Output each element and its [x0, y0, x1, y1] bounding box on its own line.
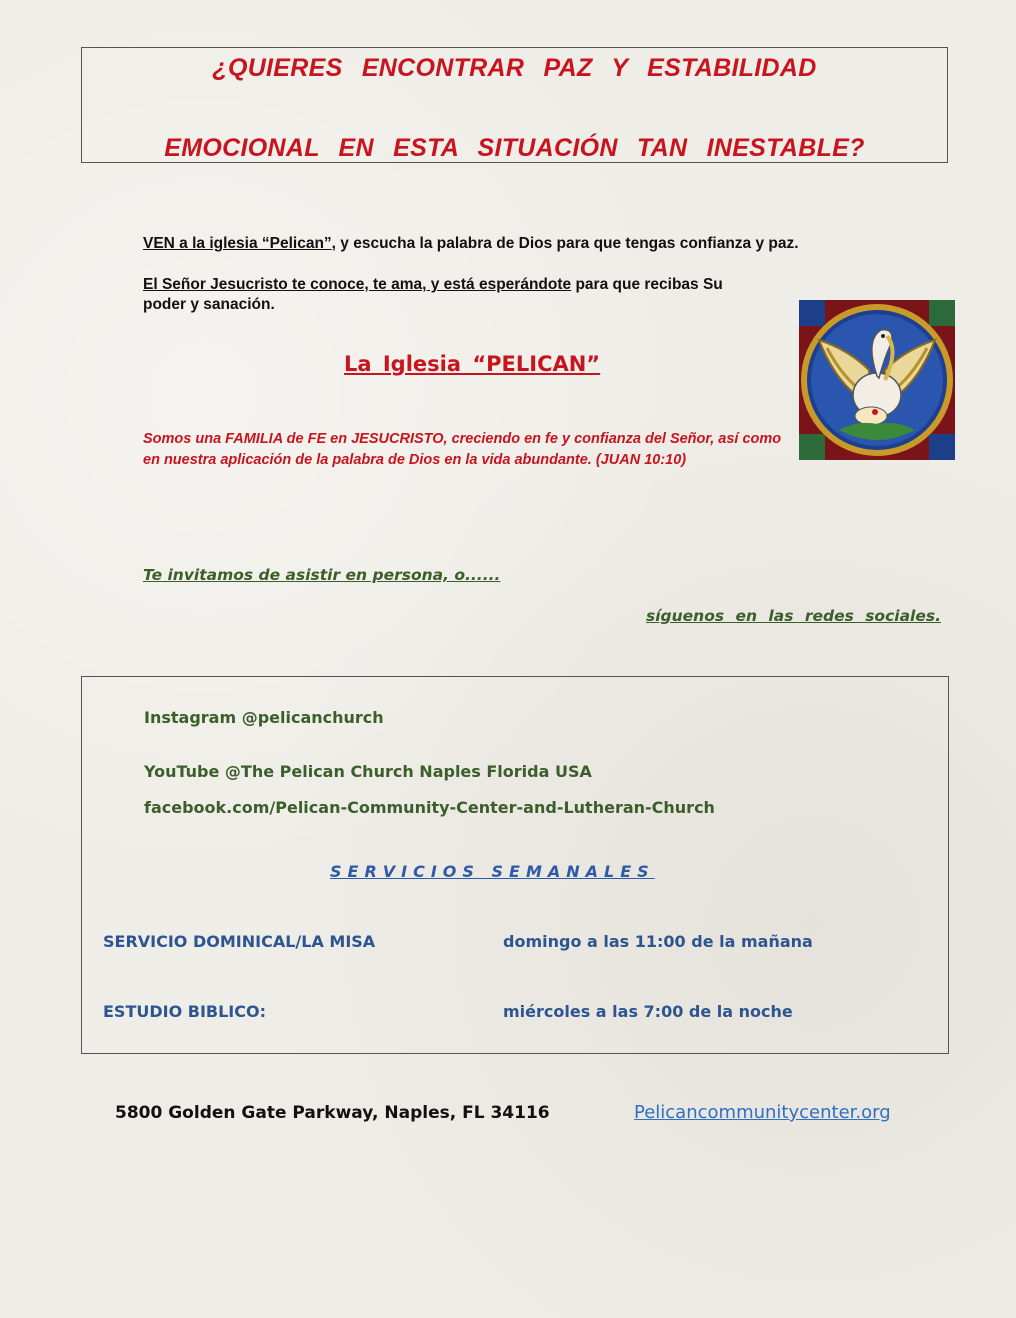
website-link[interactable]: Pelicancommunitycenter.org: [634, 1102, 891, 1123]
youtube-handle[interactable]: YouTube @The Pelican Church Naples Florida USA: [144, 762, 592, 781]
family-text: Somos una FAMILIA de FE en JESUCRISTO, creciendo en fe y confianza del Señor, así como en nuestra aplicación de la palabra de Dios en la vida abundante. (JUAN 10:10): [143, 431, 782, 468]
church-title: La Iglesia “PELICAN”: [344, 352, 601, 376]
intro-link-1: VEN a la iglesia “Pelican”: [143, 235, 332, 252]
intro-paragraph-1: [143, 235, 799, 253]
invite-text: Te invitamos de asistir en persona, o......: [143, 566, 501, 584]
intro-link-2: El Señor Jesucristo te conoce, te ama, y está esperándote: [143, 276, 572, 293]
pelican-stained-glass-image: [799, 300, 955, 460]
facebook-link[interactable]: facebook.com/Pelican-Community-Center-and-Lutheran-Church: [144, 798, 715, 817]
service-name: ESTUDIO BIBLICO:: [103, 1002, 266, 1021]
instagram-handle[interactable]: Instagram @pelicanchurch: [144, 708, 384, 727]
service-name: SERVICIO DOMINICAL/LA MISA: [103, 932, 376, 951]
intro-text-1: , y escucha la palabra de Dios para que tengas confianza y paz.: [331, 235, 799, 252]
intro-text-2: para que recibas Su poder y sanación.: [143, 276, 723, 313]
header-line-1: ¿QUIERES ENCONTRAR PAZ Y ESTABILIDAD: [212, 54, 817, 82]
intro-paragraph-2: [143, 275, 753, 315]
services-heading: SERVICIOS SEMANALES: [330, 862, 655, 881]
header-line-2: EMOCIONAL EN ESTA SITUACIÓN TAN INESTABLE?: [164, 134, 865, 162]
service-time: domingo a las 11:00 de la mañana: [503, 932, 813, 951]
church-address: 5800 Golden Gate Parkway, Naples, FL 34116: [115, 1103, 550, 1123]
header-box: [81, 47, 948, 163]
service-time: miércoles a las 7:00 de la noche: [503, 1002, 793, 1021]
follow-social-text: síguenos en las redes sociales.: [646, 607, 941, 625]
info-box: [81, 676, 949, 1054]
